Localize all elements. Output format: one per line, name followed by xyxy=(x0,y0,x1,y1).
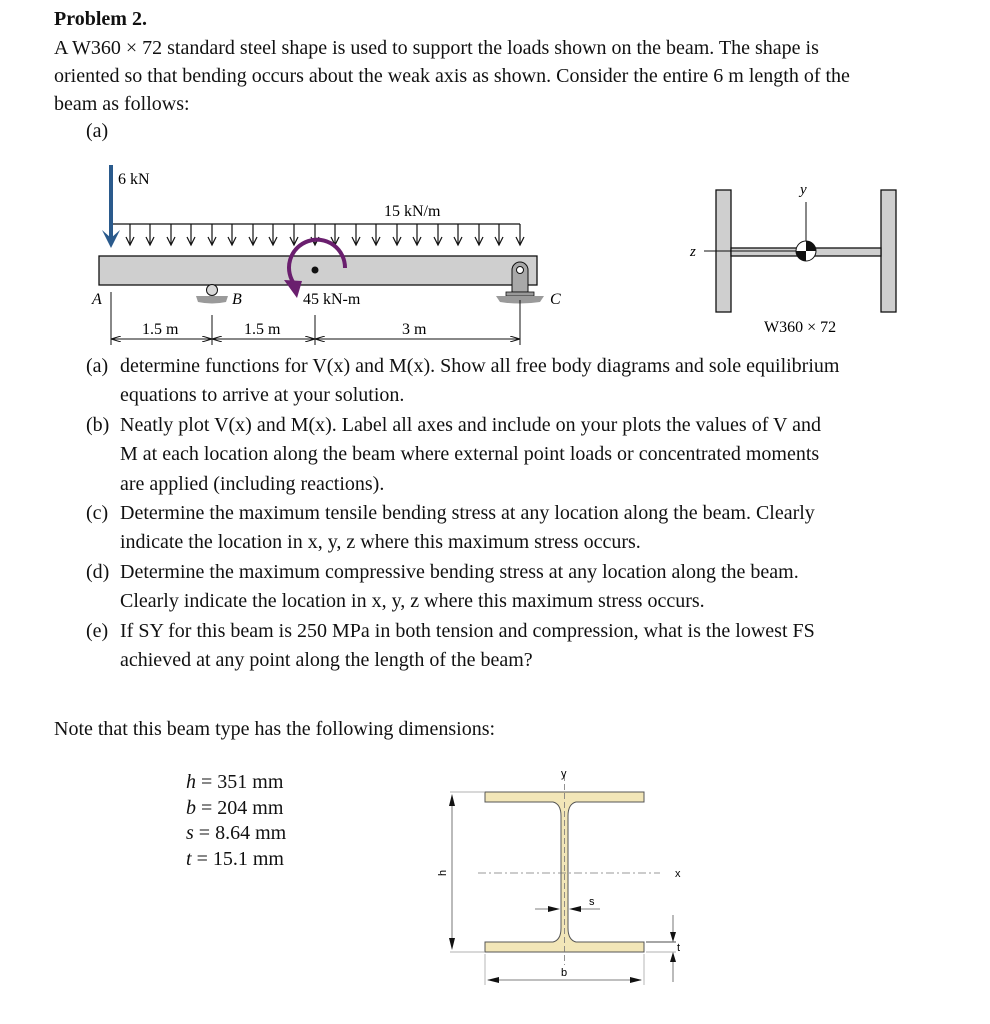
ground-b xyxy=(196,296,228,304)
intro-line: beam as follows: xyxy=(54,93,190,115)
question-d: (d) Determine the maximum compressive bending stress at any location along the beam. Clearly indicate the location in x, y, z where this maximum stress occurs. xyxy=(86,560,799,613)
section-label: W360 × 72 xyxy=(764,319,837,336)
intro-line: oriented so that bending occurs about the weak axis as shown. Consider the entire 6 m length of the xyxy=(54,65,850,87)
point-load-label: 6 kN xyxy=(118,171,150,188)
moment-label: 45 kN-m xyxy=(303,291,361,308)
question-list xyxy=(86,352,966,675)
dim-ab: 1.5 m xyxy=(142,321,179,338)
axis-y-label: y xyxy=(800,182,807,198)
question-c: (c) Determine the maximum tensile bending stress at any location along the beam. Clearly indicate the location in x, y, z where this maximum stress occurs. xyxy=(86,502,815,554)
label-b: B xyxy=(232,291,242,308)
question-e: (e) If SY for this beam is 250 MPa in both tension and compression, what is the lowest FS achieved at any point along the length of the beam? xyxy=(86,619,815,672)
dim-b-moment: 1.5 m xyxy=(244,321,281,338)
problem-intro xyxy=(54,34,954,118)
ibeam-y-label: y xyxy=(561,768,567,780)
question-b: (b) Neatly plot V(x) and M(x). Label all axes and include on your plots the values of V and M at each location along the beam where external point loads or concentrated moments are applied (including reactions). xyxy=(86,413,821,495)
ibeam-s-label: s xyxy=(589,896,595,908)
label-a: A xyxy=(92,291,102,308)
ibeam-x-label: x xyxy=(675,868,681,880)
intro-line: A W360 × 72 standard steel shape is used to support the loads shown on the beam. The shape is xyxy=(54,37,819,59)
ibeam-dimension-figure xyxy=(420,760,700,1000)
problem-title: Problem 2. xyxy=(54,8,147,30)
moment-point xyxy=(312,267,319,274)
beam-diagram xyxy=(0,150,990,350)
distributed-load-label: 15 kN/m xyxy=(384,203,441,220)
w-section-figure xyxy=(689,182,896,336)
moment-arrowhead xyxy=(284,280,302,298)
axis-z-label: z xyxy=(690,244,696,260)
dim-b: b = 204 mm xyxy=(186,796,284,819)
dimensions-note: Note that this beam type has the following dimensions: xyxy=(54,718,496,740)
dim-t: t = 15.1 mm xyxy=(186,847,284,870)
dim-moment-c: 3 m xyxy=(402,321,427,338)
sub-label: (a) xyxy=(86,120,109,142)
dim-h: h = 351 mm xyxy=(186,771,284,793)
roller-support-b xyxy=(207,285,218,296)
ibeam-b-label: b xyxy=(561,967,568,979)
ibeam-h-label: h xyxy=(437,869,449,876)
label-c: C xyxy=(550,291,561,308)
ibeam-t-label: t xyxy=(677,942,681,954)
dimension-values xyxy=(186,770,286,872)
dim-s: s = 8.64 mm xyxy=(186,822,287,844)
question-a: (a) determine functions for V(x) and M(x). Show all free body diagrams and sole equilibrium equations to arrive at your solution. xyxy=(86,355,840,407)
